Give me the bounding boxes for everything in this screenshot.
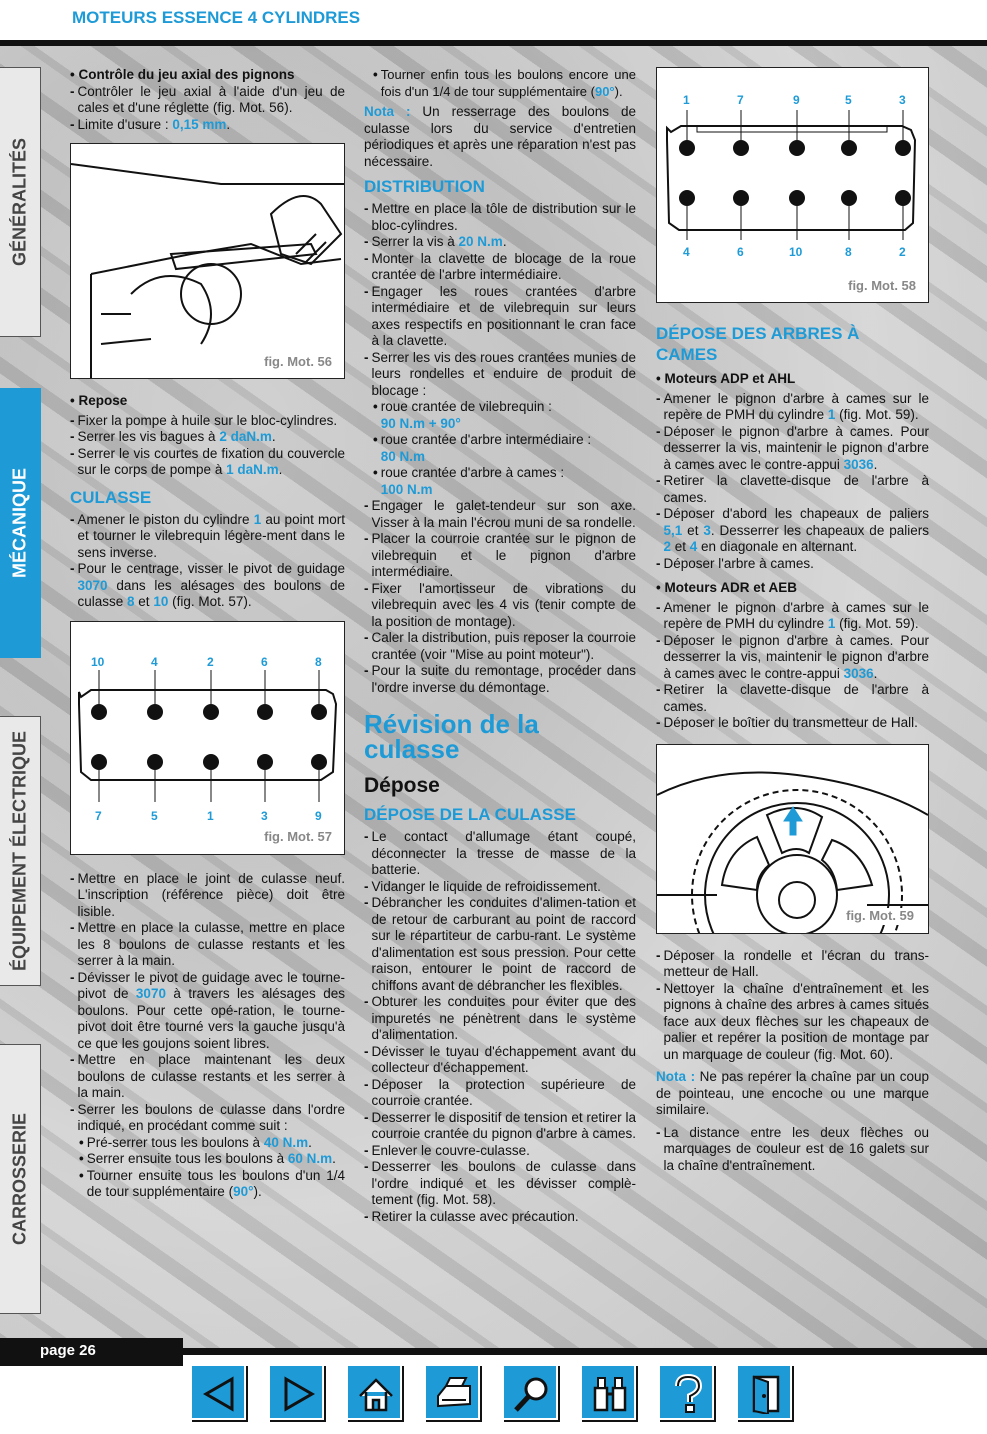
list-item: Monter la clavette de blocage de la roue crantée de l'arbre intermédiaire. [371, 250, 636, 282]
bolt-number: 1 [683, 93, 690, 107]
gear-feeler-illustration [71, 144, 344, 378]
list-item: Serrer la vis à 20 N.m. [371, 234, 507, 249]
find-button[interactable] [580, 1364, 636, 1420]
list-item: Pour la suite du remontage, procéder dans l'ordre inverse du démontage. [371, 663, 636, 695]
bolt-number: 10 [91, 654, 105, 669]
figure-mot-57 [70, 621, 345, 855]
figure-caption: fig. Mot. 58 [848, 277, 916, 293]
tab-label: GÉNÉRALITÉS [9, 137, 30, 267]
figure-caption: fig. Mot. 56 [264, 353, 332, 369]
bolt-number: 5 [845, 93, 852, 107]
bolt-number: 6 [737, 245, 744, 259]
binoculars-icon [590, 1374, 630, 1414]
home-button[interactable] [346, 1364, 402, 1420]
bolt-number: 4 [151, 654, 158, 669]
section-heading: DÉPOSE DE LA CULASSE [364, 805, 576, 824]
list-item: Vidanger le liquide de refroidissement. [371, 878, 601, 894]
list-item: Tourner enfin tous les boulons encore une fois d'un 1/4 de tour supplémentaire (90°). [380, 67, 636, 99]
next-page-button[interactable] [268, 1364, 324, 1420]
list-item: Dévisser le pivot de guidage avec le tourne-pivot de 3070 à travers les alésages des boulons. Pour cette opé-ration, le tourne-pivot doit être tourné vers la gauche jusqu'à ce que les goujons soient libres. [77, 969, 345, 1051]
bolt-number: 7 [95, 808, 102, 823]
list-item: Serrer ensuite tous les boulons à 60 N.m. [86, 1151, 336, 1166]
tab-label: CARROSSERIE [9, 1112, 30, 1246]
section-heading: DISTRIBUTION [364, 177, 485, 196]
chapter-title: Révision de la culasse [364, 709, 539, 764]
bolt-number: 4 [683, 245, 690, 259]
exit-button[interactable] [736, 1364, 792, 1420]
list-item: Débrancher les conduites d'alimen-tation et de retour de carburant au point de raccord sur le répartiteur de carbu-rant. Le système d'alimentation est sous pression. Pour cette raison, entourer le point de raccord de chiffons avant de débrancher les flexibles. [371, 895, 636, 993]
list-item: Dévisser le tuyau d'échappement avant du collecteur d'échappement. [371, 1043, 636, 1075]
list-item: Déposer la protection supérieure de courroie crantée. [371, 1076, 636, 1108]
bolt-number: 3 [899, 93, 906, 107]
list-item: Caler la distribution, puis reposer la courroie crantée (voir "Mise au point moteur"). [371, 630, 636, 662]
list-item: Retirer la clavette-disque de l'arbre à cames. [663, 473, 929, 505]
arrow-right-icon [278, 1374, 318, 1414]
figure-mot-59 [656, 744, 929, 934]
print-button[interactable] [424, 1364, 480, 1420]
bolt-number: 9 [793, 93, 800, 107]
list-item: Placer la courroie crantée sur le pignon de vilebrequin et le pignon d'arbre intermédiaire. [371, 531, 636, 579]
section-title: Dépose [364, 774, 440, 797]
column-1: • Contrôle du jeu axial des pignons - Contrôler le jeu axial à l'aide d'un jeu de cales et d'une réglette (fig. Mot. 56). - Limite d'usure : 0,15 mm. fig. Mot. 56 • Repose - Fixer la pompe à huile sur le bloc-cylindres. - Serrer les vis bagues à 2 daN.m. - Serrer le vis courtes de fixation du couvercle sur le corps de pompe à 1 daN.m. CULASSE - Amener le piston du cylindre 1 au point mort et tourner le vilebrequin légère-ment dans le sens inverse. - Pour le centrage, visser le pivot de guidage 3070 dans les alésages des boulons de culasse 8 et 10 (fig. Mot. 57). 10 4 2 6 8 7 5 1 3 9 fig. Mot. 57 - Mettre en place le joint de culasse neuf. L'inscription (référence pièce) doit être lisible. - Mettre en place la culasse, mettre en place les 8 boulons de culasse restants et les serrer à la main. - Dévisser le pivot de guidage avec le tourne-pivot de 3070 à travers les alésages des boulons. Pour cette opé-ration, le tourne-pivot doit être tourné vers la gauche jusqu'à ce que les goujons soient libres. - Mettre en place maintenant les deux boulons de culasse restants et les serrer à la main. - Serrer les boulons de culasse dans l'ordre indiqué, en procédant comme suit : • Pré-serrer tous les boulons à 40 N.m. • Serrer ensuite tous les boulons à 60 N.m. • Tourner ensuite tous les boulons d'un 1/4 de tour supplémentaire (90°). [70, 67, 345, 1199]
list-item: Retirer la clavette-disque de l'arbre à cames. [663, 682, 929, 714]
list-item: Fixer l'amortisseur de vibrations du vilebrequin avec les 4 vis (tenir compte de la position de montage). [371, 580, 636, 629]
help-button[interactable] [658, 1364, 714, 1420]
list-item: Amener le piston du cylindre 1 au point mort et tourner le vilebrequin légère-ment dans le sens inverse. [77, 511, 345, 560]
subheading: • Moteurs ADR et AEB [656, 580, 797, 595]
list-item: Fixer la pompe à huile sur le bloc-cylindres. [77, 412, 338, 428]
list-item: Mettre en place maintenant les deux boulons de culasse restants et les serrer à la main. [77, 1052, 345, 1100]
arrow-left-icon [200, 1374, 240, 1414]
tab-mecanique[interactable] [0, 388, 41, 658]
list-item: Le contact d'allumage étant coupé, déconnecter la tresse de masse de la batterie. [371, 829, 636, 877]
list-item: Engager les roues crantées d'arbre intermédiaire et de vilebrequin sur leurs axes respectifs en positionnant le cran face à la clavette. [371, 283, 636, 348]
list-item: Déposer la rondelle et l'écran du trans-metteur de Hall. [663, 947, 929, 979]
subheading: • Contrôle du jeu axial des pignons [70, 67, 295, 82]
subheading: • Moteurs ADP et AHL [656, 371, 796, 386]
bolt-number: 1 [207, 808, 214, 823]
tab-label: MÉCANIQUE [9, 467, 30, 579]
subheading: Repose [78, 393, 128, 408]
list-item: Amener le pignon d'arbre à cames sur le repère de PMH du cylindre 1 (fig. Mot. 59). [663, 390, 929, 422]
list-item: Enlever le couvre-culasse. [371, 1142, 530, 1158]
note: Nota : Ne pas repérer la chaîne par un coup de pointeau, une encoche ou une marque similaire. [656, 1069, 930, 1117]
tab-generalites[interactable] [0, 67, 41, 337]
tab-carrosserie[interactable] [0, 1044, 41, 1314]
bolt-number: 7 [737, 93, 744, 107]
list-item: roue crantée de vilebrequin : 90 N.m + 90° [380, 399, 552, 431]
column-3: 1 7 9 5 3 4 6 10 8 2 fig. Mot. 58 DÉPOSE DES ARBRES À CAMES • Moteurs ADP et AHL - Amener le pignon d'arbre à cames sur le repère de PMH du cylindre 1 (fig. Mot. 59). - Déposer le pignon d'arbre à cames. Pour desserrer la vis, maintenir le pignon d'arbre à cames avec le contre-appui 3036. - Retirer la clavette-disque de l'arbre à cames. - Déposer d'abord les chapeaux de paliers 5,1 et 3. Desserrer les chapeaux de paliers 2 et 4 en diagonale en alternant. - Déposer l'arbre à cames. • Moteurs ADR et AEB - Amener le pignon d'arbre à cames sur le repère de PMH du cylindre 1 (fig. Mot. 59). - Déposer le pignon d'arbre à cames. Pour desserrer la vis, maintenir le pignon d'arbre à cames avec le contre-appui 3036. - Retirer la clavette-disque de l'arbre à cames. - Déposer le boîtier du transmetteur de Hall. fig. Mot. 59 - Déposer la rondelle et l'écran du trans-metteur de Hall. - Nettoyer la chaîne d'entraînement et les pignons à chaîne des arbres à cames situés face aux deux flèches sur les chapeaux de palier et repérer la position de montage par un marquage de couleur (fig. Mot. 60). Nota : Ne pas repérer la chaîne par un coup de pointeau, une encoche ou une marque similaire. - La distance entre les deux flèches ou marquages de couleur est de 16 galets sur la chaîne d'entraînement. [656, 67, 929, 1174]
question-mark-icon [668, 1374, 708, 1414]
figure-caption: fig. Mot. 59 [846, 908, 914, 923]
list-item: Engager le galet-tendeur sur son axe. Visser à la main l'écrou muni de sa rondelle. [371, 498, 636, 530]
list-item: Mettre en place le joint de culasse neuf. L'inscription (référence pièce) doit être lisible. [77, 870, 345, 919]
list-item: Desserrer les boulons de culasse dans l'ordre indiqué et les dévisser complè-tement (fig. Mot. 58). [371, 1159, 636, 1207]
list-item: Déposer le boîtier du transmetteur de Hall. [663, 715, 918, 730]
bolt-number: 5 [151, 808, 158, 823]
list-item: roue crantée d'arbre à cames : 100 N.m [380, 465, 565, 497]
bolt-number: 2 [899, 245, 906, 259]
list-item: Pré-serrer tous les boulons à 40 N.m. [86, 1134, 312, 1150]
previous-page-button[interactable] [190, 1364, 246, 1420]
bolt-number: 8 [315, 654, 322, 669]
header-rule [0, 40, 987, 46]
page-number: page 26 [0, 1338, 183, 1366]
tab-label: ÉQUIPEMENT ÉLECTRIQUE [9, 730, 30, 972]
magnifier-icon [512, 1374, 552, 1414]
section-heading: CULASSE [70, 487, 152, 507]
list-item: Desserrer le dispositif de tension et retirer la courroie crantée du pignon d'arbre à cames. [371, 1109, 636, 1141]
list-item: Nettoyer la chaîne d'entraînement et les pignons à chaîne des arbres à cames situés face aux deux flèches sur les chapeaux de palier et repérer la position de montage par un marquage de couleur (fig. Mot. 60). [663, 980, 929, 1062]
list-item: Déposer l'arbre à cames. [663, 555, 814, 571]
search-button[interactable] [502, 1364, 558, 1420]
list-item: Contrôler le jeu axial à l'aide d'un jeu de cales et d'une réglette (fig. Mot. 56). [77, 83, 345, 115]
list-item: Pour le centrage, visser le pivot de guidage 3070 dans les alésages des boulons de culasse 8 et 10 (fig. Mot. 57). [77, 561, 345, 609]
camshaft-sprocket-illustration [657, 745, 928, 933]
bolt-number: 9 [315, 808, 322, 823]
list-item: Mettre en place la tôle de distribution sur le bloc-cylindres. [371, 201, 636, 233]
bolt-number: 6 [261, 654, 268, 669]
list-item: Serrer les vis bagues à 2 daN.m. [77, 429, 276, 444]
page-header: MOTEURS ESSENCE 4 CYLINDRES [72, 8, 361, 27]
list-item: Déposer le pignon d'arbre à cames. Pour desserrer la vis, maintenir le pignon d'arbre à cames avec le contre-appui 3036. [663, 423, 929, 472]
exit-door-icon [746, 1374, 786, 1414]
home-icon [356, 1374, 396, 1414]
tab-equipement-electrique[interactable] [0, 716, 41, 986]
list-item: Déposer d'abord les chapeaux de paliers 5,1 et 3. Desserrer les chapeaux de paliers 2 et 4 en diagonale en alternant. [663, 506, 929, 554]
bolt-number: 8 [845, 245, 852, 259]
list-item: Retirer la culasse avec précaution. [371, 1208, 579, 1224]
bolt-number: 3 [261, 808, 268, 823]
footer-rule [183, 1348, 987, 1355]
list-item: Serrer le vis courtes de fixation du couvercle sur le corps de pompe à 1 daN.m. [77, 445, 345, 477]
list-item: Serrer les vis des roues crantées munies de leurs rondelles et enduire de produit de blocage : [371, 349, 636, 398]
list-item: La distance entre les deux flèches ou marquages de couleur est de 16 galets sur la chaîne d'entraînement. [663, 1124, 929, 1173]
list-item: Déposer le pignon d'arbre à cames. Pour desserrer la vis, maintenir le pignon d'arbre à cames avec le contre-appui 3036. [663, 632, 929, 681]
list-item: Limite d'usure : 0,15 mm. [77, 116, 231, 132]
list-item: Mettre en place la culasse, mettre en place les 8 boulons de culasse restants et les serrer à la main. [77, 920, 345, 968]
section-heading: DÉPOSE DES ARBRES À CAMES [656, 324, 860, 364]
column-2: • Tourner enfin tous les boulons encore une fois d'un 1/4 de tour supplémentaire (90°). Nota : Un resserrage des boulons de culasse lors du service d'entretien périodiques et après une réparation n'est pas nécessaire. DISTRIBUTION - Mettre en place la tôle de distribution sur le bloc-cylindres. - Serrer la vis à 20 N.m. - Monter la clavette de blocage de la roue crantée de l'arbre intermédiaire. - Engager les roues crantées d'arbre intermédiaire et de vilebrequin sur leurs axes respectifs en positionnant le cran face à la clavette. - Serrer les vis des roues crantées munies de leurs rondelles et enduire de produit de blocage : • roue crantée de vilebrequin : 90 N.m + 90° • roue crantée d'arbre intermédiaire : 80 N.m • roue crantée d'arbre à cames : 100 N.m - Engager le galet-tendeur sur son axe. Visser à la main l'écrou muni de sa rondelle. - Placer la courroie crantée sur le pignon de vilebrequin et le pignon d'arbre intermédiaire. - Fixer l'amortisseur de vibrations du vilebrequin avec les 4 vis (tenir compte de la position de montage). - Caler la distribution, puis reposer la courroie crantée (voir "Mise au point moteur"). - Pour la suite du remontage, procéder dans l'ordre inverse du démontage. Révision de la culasse Dépose DÉPOSE DE LA CULASSE - Le contact d'allumage étant coupé, déconnecter la tresse de masse de la batterie. - Vidanger le liquide de refroidissement. - Débrancher les conduites d'alimen-tation et de retour de carburant au point de raccord sur le répartiteur de carbu-rant. Le système d'alimentation est sous pression. Pour cette raison, entourer le point de raccord de chiffons avant de débrancher les flexibles. - Obturer les conduites pour éviter que des impuretés ne pénètrent dans le système d'alimentation. - Dévisser le tuyau d'échappement avant du collecteur d'échappement. - Déposer la protection supérieure de courroie crantée. - Desserrer le dispositif de tension et retirer la courroie crantée du pignon d'arbre à cames. - Enlever le couvre-culasse. - Desserrer les boulons de culasse dans l'ordre indiqué et les dévisser complè-tement (fig. Mot. 58). - Retirer la culasse avec précaution. [364, 67, 636, 1224]
list-item: Amener le pignon d'arbre à cames sur le repère de PMH du cylindre 1 (fig. Mot. 59). [663, 599, 929, 631]
list-item: roue crantée d'arbre intermédiaire : 80 N.m [380, 432, 592, 464]
figure-caption: fig. Mot. 57 [264, 829, 332, 844]
list-item: Tourner ensuite tous les boulons d'un 1/4 de tour supplémentaire (90°). [86, 1167, 345, 1199]
note: Nota : Un resserrage des boulons de culasse lors du service d'entretien périodiques et après une réparation n'est pas nécessaire. [364, 104, 636, 169]
printer-icon [434, 1374, 474, 1414]
list-item: Serrer les boulons de culasse dans l'ordre indiqué, en procédant comme suit : [77, 1101, 345, 1133]
bolt-number: 2 [207, 654, 214, 669]
figure-mot-56 [70, 143, 345, 379]
bolt-number: 10 [789, 245, 803, 259]
figure-mot-58 [656, 67, 929, 303]
list-item: Obturer les conduites pour éviter que des impuretés ne pénètrent dans le système d'alimentation. [371, 994, 636, 1042]
